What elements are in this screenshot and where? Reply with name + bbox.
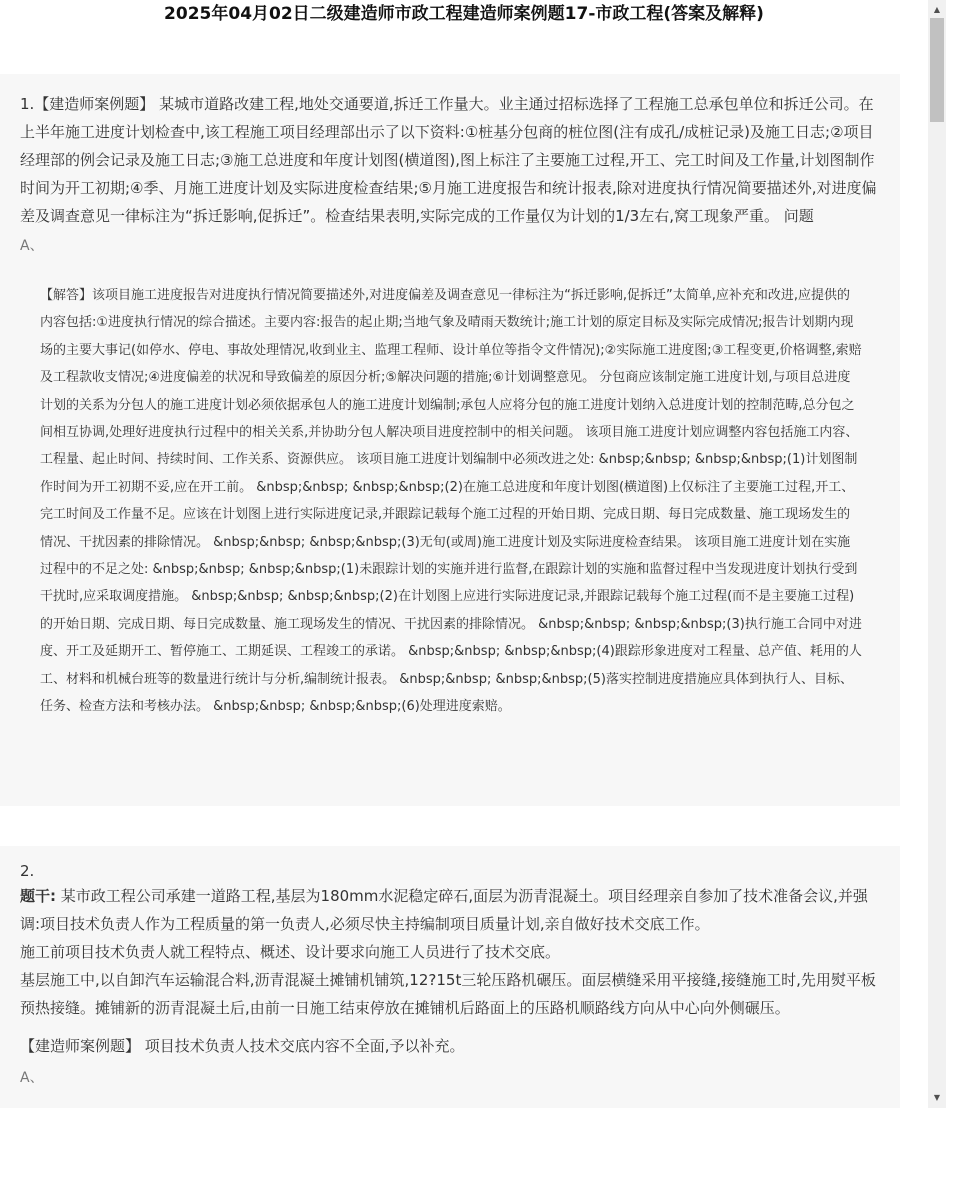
question-card-2 [0,846,900,1108]
scroll-up-icon[interactable]: ▲ [933,5,941,14]
question-card-1 [0,74,900,806]
question-2-paragraph-1: 某市政工程公司承建一道路工程,基层为180mm水泥稳定碎石,面层为沥青混凝土。项目经理亲自参加了技术准备会议,并强调:项目技术负责人作为工程质量的第一负责人,必须尽快主持编制项目质量计划,亲自做好技术交底工作。 [20,887,868,933]
question-2-paragraph-2: 施工前项目技术负责人就工程特点、概述、设计要求向施工人员进行了技术交底。 [20,943,561,961]
question-2-stem-label: 题干: [20,887,56,905]
question-2-paragraph-3: 基层施工中,以自卸汽车运输混合料,沥青混凝土摊铺机铺筑,12?15t三轮压路机碾压。面层横缝采用平接缝,接缝施工时,先用熨平板预热接缝。摊铺新的沥青混凝土后,由前一日施工结束停放在摊铺机后路面上的压路机顺路线方向从中心向外侧碾压。 [20,971,876,1017]
page-title: 2025年04月02日二级建造师市政工程建造师案例题17-市政工程(答案及解释) [164,4,764,24]
question-1-option-a[interactable]: A、 [20,238,44,254]
question-2-question: 【建造师案例题】 项目技术负责人技术交底内容不全面,予以补充。 [20,1037,465,1055]
question-2-stem [20,882,880,938]
vertical-scrollbar[interactable] [928,0,946,1108]
scroll-down-icon[interactable]: ▼ [933,1093,941,1102]
question-2-number: 2. [20,862,35,880]
question-1-answer: 【解答】该项目施工进度报告对进度执行情况简要描述外,对进度偏差及调查意见一律标注为“拆迁影响,促拆迁”太简单,应补充和改进,应提供的内容包括:①进度执行情况的综合描述。主要内容:报告的起止期;当地气象及晴雨天数统计;施工计划的原定目标及实际完成情况;报告计划期内现场的主要大事记(如停水、停电、事故处理情况,收到业主、监理工程师、设计单位等指令文件情况);②实际施工进度图;③工程变更,价格调整,索赔及工程款收支情况;④进度偏差的状况和导致偏差的原因分析;⑤解决问题的措施;⑥计划调整意见。 分包商应该制定施工进度计划,与项目总进度计划的关系为分包人的施工进度计划必须依据承包人的施工进度计划编制;承包人应将分包的施工进度计划纳入总进度计划的控制范畴,总分包之间相互协调,处理好进度执行过程中的相关关系,并协助分包人解决项目进度控制中的相关问题。 该项目施工进度计划应调整内容包括施工内容、工程量、起止时间、持续时间、工作关系、资源供应。 该项目施工进度计划编制中必须改进之处: &nbsp;&nbsp; &nbsp;&nbsp;(1)计划图制作时间为开工初期不妥,应在开工前。 &nbsp;&nbsp; &nbsp;&nbsp;(2)在施工总进度和年度计划图(横道图)上仅标注了主要施工过程,开工、完工时间及工作量不足。应该在计划图上进行实际进度记录,并跟踪记载每个施工过程的开始日期、完成日期、每日完成数量、施工现场发生的情况、干扰因素的排除情况。 &nbsp;&nbsp; &nbsp;&nbsp;(3)无旬(或周)施工进度计划及实际进度检查结果。 该项目施工进度计划在实施过程中的不足之处: &nbsp;&nbsp; &nbsp;&nbsp;(1)未跟踪计划的实施并进行监督,在跟踪计划的实施和监督过程中当发现进度计划执行受到干扰时,应采取调度措施。 &nbsp;&nbsp; &nbsp;&nbsp;(2)在计划图上应进行实际进度记录,并跟踪记载每个施工过程(而不是主要施工过程)的开始日期、完成日期、每日完成数量、施工现场发生的情况、干扰因素的排除情况。 &nbsp;&nbsp; &nbsp;&nbsp;(3)执行施工合同中对进度、开工及延期开工、暂停施工、工期延误、工程竣工的承诺。 &nbsp;&nbsp; &nbsp;&nbsp;(4)跟踪形象进度对工程量、总产值、耗用的人工、材料和机械台班等的数量进行统计与分析,编制统计报表。 &nbsp;&nbsp; &nbsp;&nbsp;(5)落实控制进度措施应具体到执行人、目标、任务、检查方法和考核办法。 &nbsp;&nbsp; &nbsp;&nbsp;(6)处理进度索赔。 [40,288,862,715]
question-2-option-a[interactable]: A、 [20,1070,44,1086]
scrollbar-thumb[interactable] [930,18,944,122]
question-1-text: 1.【建造师案例题】 某城市道路改建工程,地处交通要道,拆迁工作量大。业主通过招标选择了工程施工总承包单位和拆迁公司。在上半年施工进度计划检查中,该工程施工项目经理部出示了以下资料:①桩基分包商的桩位图(注有成孔/成桩记录)及施工日志;②项目经理部的例会记录及施工日志;③施工总进度和年度计划图(横道图),图上标注了主要施工过程,开工、完工时间及工作量,计划图制作时间为开工初期;④季、月施工进度计划及实际进度检查结果;⑤月施工进度报告和统计报表,除对进度执行情况简要描述外,对进度偏差及调查意见一律标注为“拆迁影响,促拆迁”。检查结果表明,实际完成的工作量仅为计划的1/3左右,窝工现象严重。 问题 [20,95,877,225]
